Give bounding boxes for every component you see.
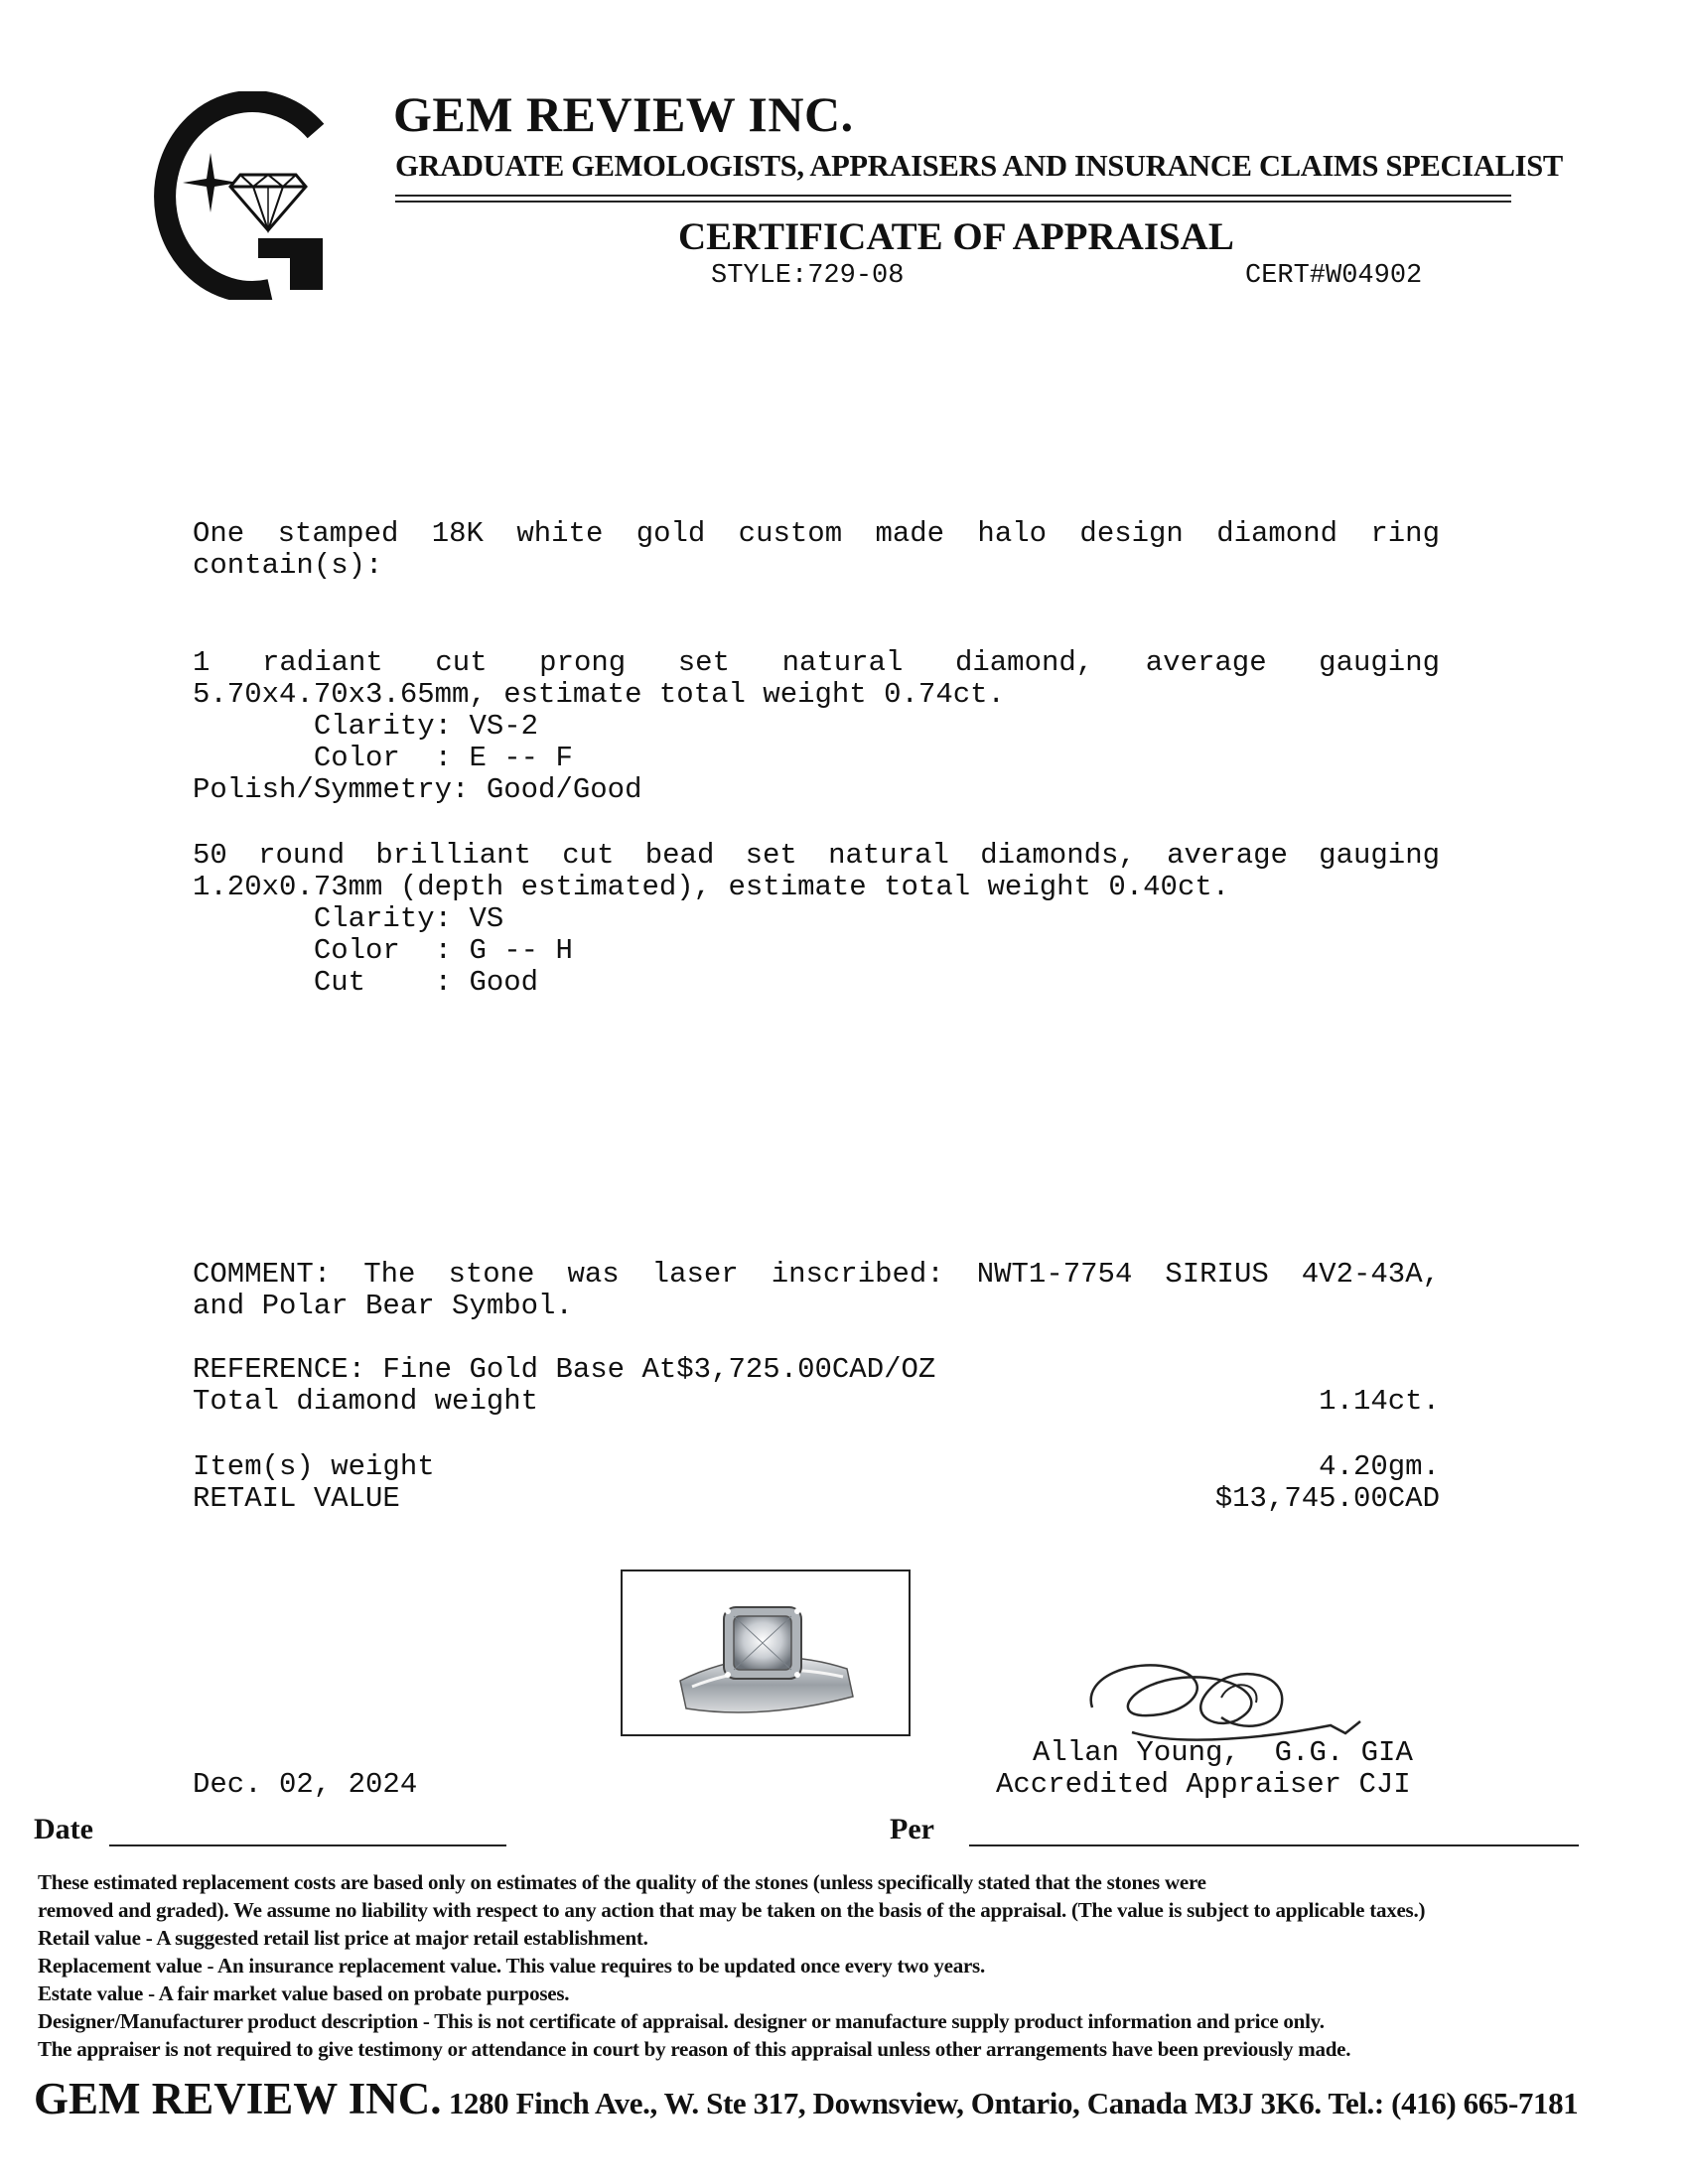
reference-gold-base: REFERENCE: Fine Gold Base At$3,725.00CAD/OZ (193, 1353, 936, 1386)
certificate-number: CERT#W04902 (1245, 261, 1423, 291)
date-underline (109, 1844, 506, 1846)
company-tagline: GRADUATE GEMOLOGISTS, APPRAISERS AND INSURANCE CLAIMS SPECIALIST (395, 149, 1563, 183)
date-label: Date (34, 1813, 93, 1845)
stone1-clarity: Clarity: VS-2 (193, 710, 539, 743)
footer-company-name: GEM REVIEW INC. (34, 2074, 442, 2123)
appraiser-name: Allan Young, G.G. GIA (1033, 1736, 1413, 1769)
disclaimer-line: The appraiser is not required to give testimony or attendance in court by reason of this appraisal unless other arrangements have been previously made. (38, 2037, 1351, 2061)
footer (34, 2073, 1578, 2124)
retail-value-label: RETAIL VALUE (193, 1482, 400, 1515)
certificate-title: CERTIFICATE OF APPRAISAL (678, 215, 1234, 258)
per-underline (969, 1844, 1579, 1846)
item-description: One stamped 18K white gold custom made halo design diamond ring (193, 517, 1440, 550)
stone2-color: Color : G -- H (193, 934, 573, 967)
stone2-measurements: 1.20x0.73mm (depth estimated), estimate total weight 0.40ct. (193, 871, 1230, 903)
total-diamond-weight-value: 1.14ct. (1319, 1385, 1440, 1418)
disclaimer-line: Designer/Manufacturer product description - This is not certificate of appraisal. designer or manufacture supply product information and price only. (38, 2009, 1325, 2033)
style-number: STYLE:729-08 (711, 261, 905, 291)
stone2-cut: Cut : Good (193, 966, 539, 999)
disclaimer-line: Retail value - A suggested retail list price at major retail establishment. (38, 1926, 648, 1950)
stone1-polish: Polish/Symmetry: Good/Good (193, 773, 642, 806)
comment-cont: and Polar Bear Symbol. (193, 1290, 573, 1322)
per-label: Per (890, 1813, 934, 1845)
gem-logo-icon (139, 91, 338, 300)
header-rule-bottom (395, 201, 1511, 203)
appraisal-date: Dec. 02, 2024 (193, 1768, 418, 1801)
item-description-cont: contain(s): (193, 549, 383, 582)
disclaimer-line: These estimated replacement costs are based only on estimates of the quality of the stones (unless specifically stated that the stones were (38, 1870, 1206, 1894)
disclaimer-line: Estate value - A fair market value based on probate purposes. (38, 1981, 570, 2005)
header-rule-top (395, 195, 1511, 197)
appraiser-title: Accredited Appraiser CJI (996, 1768, 1411, 1801)
stone1-description: 1 radiant cut prong set natural diamond, average gauging (193, 646, 1440, 679)
stone1-color: Color : E -- F (193, 742, 573, 774)
footer-address: 1280 Finch Ave., W. Ste 317, Downsview, Ontario, Canada M3J 3K6. Tel.: (416) 665-7181 (441, 2086, 1579, 2120)
company-name: GEM REVIEW INC. (393, 86, 854, 142)
stone2-clarity: Clarity: VS (193, 902, 504, 935)
item-weight-value: 4.20gm. (1319, 1450, 1440, 1483)
disclaimer-line: removed and graded). We assume no liability with respect to any action that may be taken on the basis of the appraisal. (The value is subject to applicable taxes.) (38, 1898, 1426, 1922)
item-weight-label: Item(s) weight (193, 1450, 435, 1483)
total-diamond-weight-label: Total diamond weight (193, 1385, 539, 1418)
stone2-description: 50 round brilliant cut bead set natural diamonds, average gauging (193, 839, 1440, 872)
stone1-measurements: 5.70x4.70x3.65mm, estimate total weight 0.74ct. (193, 678, 1005, 711)
retail-value-amount: $13,745.00CAD (1214, 1482, 1440, 1515)
comment: COMMENT: The stone was laser inscribed: NWT1-7754 SIRIUS 4V2-43A, (193, 1258, 1440, 1291)
ring-photo (621, 1570, 911, 1736)
disclaimer-line: Replacement value - An insurance replacement value. This value requires to be updated once every two years. (38, 1954, 985, 1978)
